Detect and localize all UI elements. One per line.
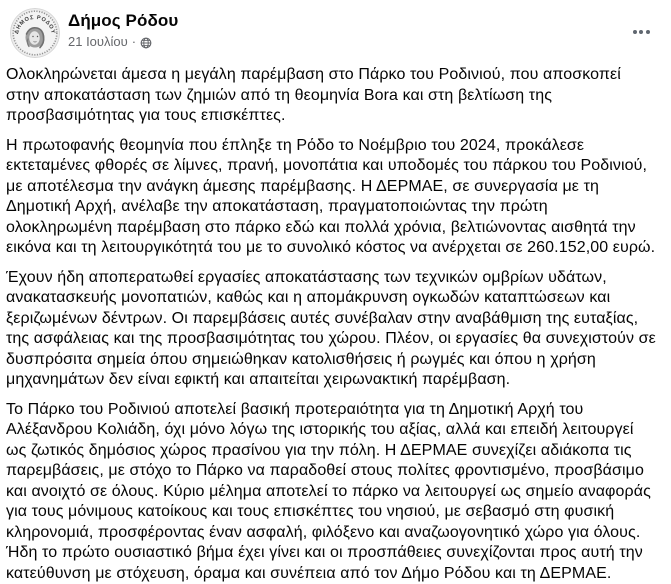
post-timestamp-link[interactable]: 21 Ιουλίου [68,34,128,50]
post-paragraph: Το Πάρκο του Ροδινιού αποτελεί βασική προτεραιότητα για τη Δημοτική Αρχή του Αλέξανδρου Κολιάδη, όχι μόνο λόγω της ιστορικής του αξίας, αλλά και επειδή λειτουργεί ως ζωτικός δημόσιος χώρος πρασίνου για την πόλη. Η ΔΕΡΜΑΕ συνεχίζει αδιάκοπα τις παρεμβάσεις, με στόχο το Πάρκο να παραδοθεί στους πολίτες φροντισμένο, προσβάσιμο και ανοιχτό σε όλους. Κύριο μέλημα αποτελεί το πάρκο να λειτουργεί ως σημείο αναφοράς για τους μόνιμους κατοίκους και τους επισκέπτες του νησιού, με σεβασμό στη φυσική κληρονομιά, προσφέροντας έναν ασφαλή, φιλόξενο και αναζωογονητικό χώρο για όλους. Ήδη το πρώτο ουσιαστικό βήμα έχει γίνει και οι προσπάθειες συνεχίζονται προς αυτή την κατεύθυνση με στόχευση, όραμα και συνέπεια από τον Δήμο Ρόδου και τη ΔΕΡΜΑΕ. [6,400,657,584]
post-meta-row [68,34,655,50]
ellipsis-icon [646,30,650,34]
avatar-text: ΔΗΜΟΣ ΡΟΔΟΥ [14,15,56,35]
ellipsis-icon [633,30,637,34]
meta-separator: · [132,34,136,50]
ellipsis-icon [639,30,643,34]
page-name-link[interactable]: Δήμος Ρόδου [68,10,655,31]
post-body-text [0,58,671,584]
post-paragraph: Η πρωτοφανής θεομηνία που έπληξε τη Ρόδο το Νοέμβριο του 2024, προκάλεσε εκτεταμένες φθορές σε λίμνες, πρανή, μονοπάτια και υποδομές του πάρκου του Ροδινιού, με αποτέλεσμα την ανάγκη άμεσης παρέμβασης. Η ΔΕΡΜΑΕ, σε συνεργασία με τη Δημοτική Αρχή, ανέλαβε την αποκατάσταση, πραγματοποιώντας την πρώτη ολοκληρωμένη παρέμβαση στο πάρκο εδώ και πολλά χρόνια, βελτιώνοντας αισθητά την εικόνα και τη λειτουργικότητά του με το συνολικό κόστος να ανέρχεται σε 260.152,00 ευρώ. [6,136,657,259]
avatar[interactable] [10,8,60,58]
globe-icon [140,37,152,49]
municipality-coin-logo [10,8,60,58]
header-info [68,8,655,50]
post-paragraph: Ολοκληρώνεται άμεσα η μεγάλη παρέμβαση στο Πάρκο του Ροδινιού, που αποσκοπεί στην αποκατάσταση των ζημιών από τη θεομηνία Bora και στη βελτίωση της προσβασιμότητας για τους επισκέπτες. [6,65,657,127]
post-header [0,0,671,58]
post-paragraph: Έχουν ήδη αποπερατωθεί εργασίες αποκατάστασης των τεχνικών ομβρίων υδάτων, ανακατασκευής μονοπατιών, καθώς και η απομάκρυνση ογκωδών καταπτώσεων και ξεριζωμένων δέντρων. Οι παρεμβάσεις αυτές συνέβαλαν στην αναβάθμιση της ευταξίας, της ασφάλειας και της προσβασιμότητας του χώρου. Πλέον, οι εργασίες θα συνεχιστούν σε δυσπρόσιτα σημεία όπου σημειώθηκαν κατολισθήσεις ή ρωγμές και όπου η χρήση μηχανημάτων δεν είναι εφικτή και απαιτείται χειρωνακτική παρέμβαση. [6,268,657,391]
more-options-button[interactable] [625,20,657,44]
